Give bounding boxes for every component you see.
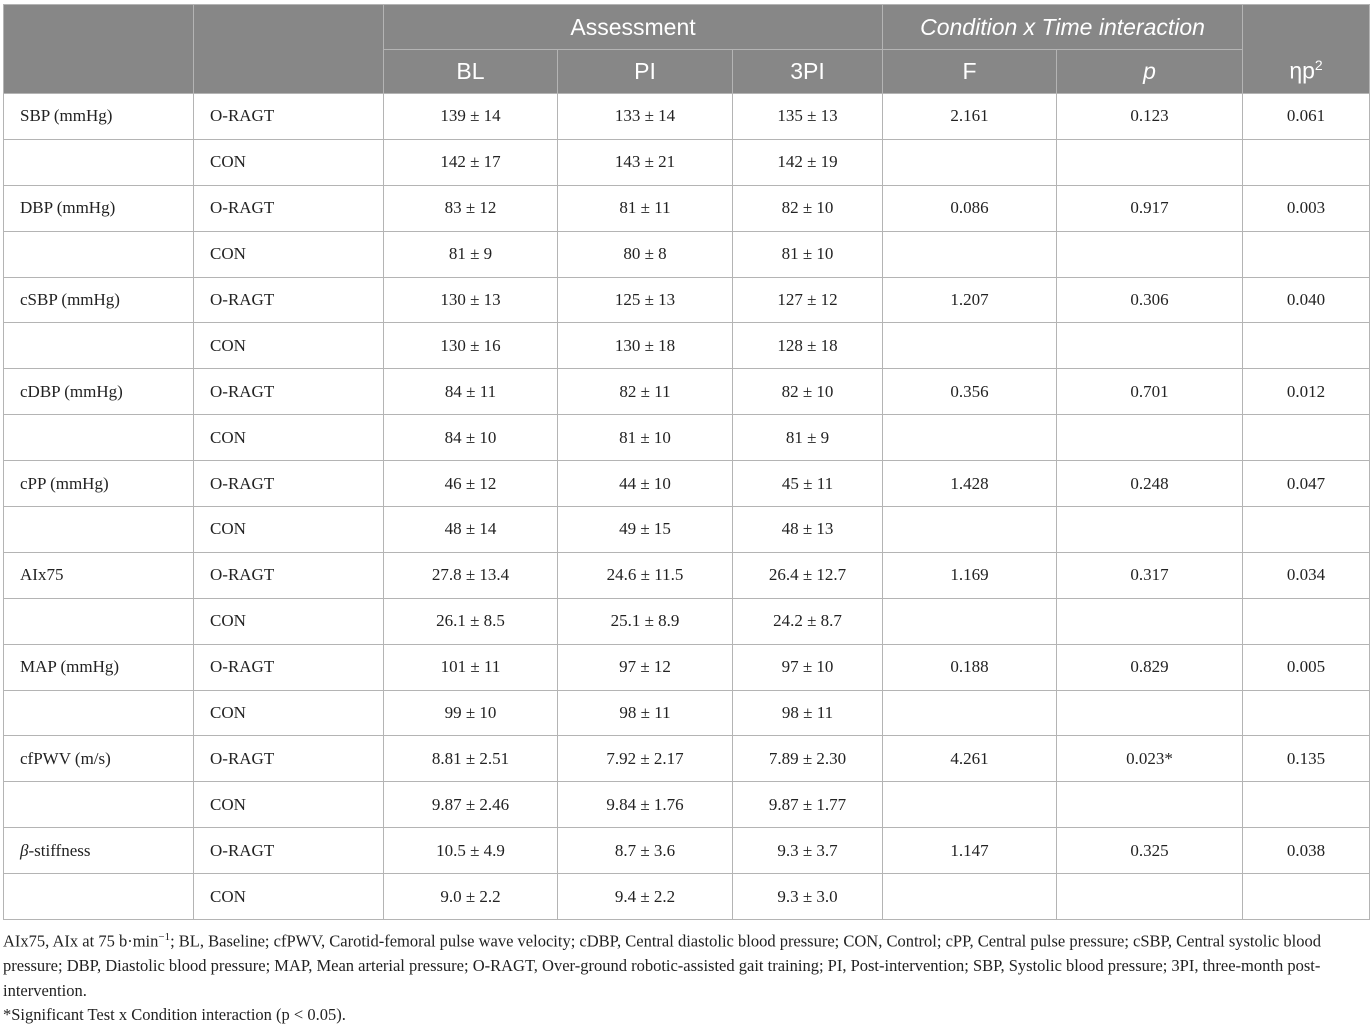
row-bl: 84 ± 10 <box>384 415 558 461</box>
header-variable-cell <box>4 5 194 94</box>
row-3pi: 128 ± 18 <box>733 323 883 369</box>
table-row <box>4 598 1370 644</box>
row-pi: 98 ± 11 <box>558 690 733 736</box>
row-eta <box>1243 507 1370 553</box>
row-group: O-RAGT <box>194 369 384 415</box>
row-f <box>883 690 1057 736</box>
row-bl: 84 ± 11 <box>384 369 558 415</box>
row-3pi: 127 ± 12 <box>733 277 883 323</box>
row-p: 0.248 <box>1057 461 1243 507</box>
table-row <box>4 736 1370 782</box>
row-group: CON <box>194 415 384 461</box>
row-variable: cDBP (mmHg) <box>4 369 194 415</box>
header-f: F <box>883 50 1057 94</box>
row-group: CON <box>194 598 384 644</box>
row-bl: 142 ± 17 <box>384 139 558 185</box>
table-header <box>4 5 1370 94</box>
row-f: 0.086 <box>883 185 1057 231</box>
row-eta: 0.040 <box>1243 277 1370 323</box>
row-3pi: 45 ± 11 <box>733 461 883 507</box>
row-pi: 143 ± 21 <box>558 139 733 185</box>
row-3pi: 9.3 ± 3.7 <box>733 828 883 874</box>
row-bl: 99 ± 10 <box>384 690 558 736</box>
row-3pi: 24.2 ± 8.7 <box>733 598 883 644</box>
header-p: p <box>1057 50 1243 94</box>
row-f: 1.169 <box>883 552 1057 598</box>
row-bl: 130 ± 16 <box>384 323 558 369</box>
table-row <box>4 231 1370 277</box>
row-variable <box>4 415 194 461</box>
row-eta <box>1243 323 1370 369</box>
row-p <box>1057 139 1243 185</box>
row-variable <box>4 874 194 920</box>
results-table <box>3 4 1370 920</box>
row-bl: 83 ± 12 <box>384 185 558 231</box>
header-interaction: Condition x Time interaction <box>883 5 1243 50</box>
row-bl: 101 ± 11 <box>384 644 558 690</box>
row-3pi: 98 ± 11 <box>733 690 883 736</box>
row-group: CON <box>194 690 384 736</box>
row-variable <box>4 690 194 736</box>
row-eta: 0.061 <box>1243 94 1370 140</box>
table-footnotes <box>3 925 1369 1028</box>
row-group: CON <box>194 507 384 553</box>
row-f <box>883 598 1057 644</box>
table-row <box>4 185 1370 231</box>
row-group: O-RAGT <box>194 644 384 690</box>
row-pi: 81 ± 11 <box>558 185 733 231</box>
row-group: CON <box>194 782 384 828</box>
row-f: 1.207 <box>883 277 1057 323</box>
row-eta: 0.003 <box>1243 185 1370 231</box>
row-f <box>883 139 1057 185</box>
row-3pi: 48 ± 13 <box>733 507 883 553</box>
row-variable: AIx75 <box>4 552 194 598</box>
table-row <box>4 690 1370 736</box>
significance-note: *Significant Test x Condition interaction (p < 0.05). <box>3 1005 346 1024</box>
row-eta: 0.005 <box>1243 644 1370 690</box>
row-3pi: 82 ± 10 <box>733 185 883 231</box>
row-bl: 139 ± 14 <box>384 94 558 140</box>
row-bl: 46 ± 12 <box>384 461 558 507</box>
row-eta: 0.038 <box>1243 828 1370 874</box>
row-group: O-RAGT <box>194 461 384 507</box>
row-pi: 24.6 ± 11.5 <box>558 552 733 598</box>
row-p <box>1057 782 1243 828</box>
row-variable <box>4 323 194 369</box>
row-p <box>1057 598 1243 644</box>
row-p: 0.023* <box>1057 736 1243 782</box>
row-variable <box>4 782 194 828</box>
row-3pi: 26.4 ± 12.7 <box>733 552 883 598</box>
table-row <box>4 277 1370 323</box>
row-3pi: 82 ± 10 <box>733 369 883 415</box>
table-row <box>4 94 1370 140</box>
row-f: 1.147 <box>883 828 1057 874</box>
row-eta <box>1243 415 1370 461</box>
results-table-container <box>3 4 1369 920</box>
table-row <box>4 415 1370 461</box>
row-p: 0.306 <box>1057 277 1243 323</box>
row-group: CON <box>194 874 384 920</box>
row-pi: 7.92 ± 2.17 <box>558 736 733 782</box>
row-bl: 10.5 ± 4.9 <box>384 828 558 874</box>
row-variable: cPP (mmHg) <box>4 461 194 507</box>
row-bl: 27.8 ± 13.4 <box>384 552 558 598</box>
row-variable <box>4 507 194 553</box>
row-pi: 97 ± 12 <box>558 644 733 690</box>
row-variable: cSBP (mmHg) <box>4 277 194 323</box>
row-pi: 133 ± 14 <box>558 94 733 140</box>
row-p <box>1057 690 1243 736</box>
row-group: CON <box>194 231 384 277</box>
row-group: CON <box>194 139 384 185</box>
row-eta <box>1243 874 1370 920</box>
abbrev-part2: ; BL, Baseline; cfPWV, Carotid-femoral pulse wave velocity; cDBP, Central diastolic blood pressure; CON, Control; cPP, Central pulse pressure; cSBP, Central systolic blood pressure; DBP, Diastolic blood pressure; MAP, Mean arterial pressure; O-RAGT, Over-ground robotic-assisted gait training; PI, Post-intervention; SBP, Systolic blood pressure; 3PI, three-month post-intervention. <box>3 931 1321 1000</box>
row-group: O-RAGT <box>194 552 384 598</box>
row-3pi: 9.87 ± 1.77 <box>733 782 883 828</box>
table-row <box>4 782 1370 828</box>
row-eta: 0.034 <box>1243 552 1370 598</box>
row-pi: 25.1 ± 8.9 <box>558 598 733 644</box>
row-bl: 9.87 ± 2.46 <box>384 782 558 828</box>
row-p <box>1057 323 1243 369</box>
row-pi: 49 ± 15 <box>558 507 733 553</box>
row-3pi: 7.89 ± 2.30 <box>733 736 883 782</box>
header-3pi: 3PI <box>733 50 883 94</box>
row-bl: 9.0 ± 2.2 <box>384 874 558 920</box>
row-eta <box>1243 139 1370 185</box>
row-f: 0.188 <box>883 644 1057 690</box>
table-body <box>4 94 1370 920</box>
eta-superscript: 2 <box>1314 57 1323 74</box>
row-p: 0.701 <box>1057 369 1243 415</box>
row-f <box>883 415 1057 461</box>
row-pi: 8.7 ± 3.6 <box>558 828 733 874</box>
row-p <box>1057 507 1243 553</box>
row-bl: 48 ± 14 <box>384 507 558 553</box>
row-eta: 0.135 <box>1243 736 1370 782</box>
header-eta <box>1243 5 1370 94</box>
row-3pi: 142 ± 19 <box>733 139 883 185</box>
row-p: 0.917 <box>1057 185 1243 231</box>
row-variable: MAP (mmHg) <box>4 644 194 690</box>
row-bl: 8.81 ± 2.51 <box>384 736 558 782</box>
row-bl: 26.1 ± 8.5 <box>384 598 558 644</box>
eta-symbol: ηp <box>1289 58 1315 84</box>
header-group-cell <box>194 5 384 94</box>
table-row <box>4 461 1370 507</box>
beta-symbol: β <box>20 840 29 860</box>
row-3pi: 81 ± 10 <box>733 231 883 277</box>
row-p <box>1057 231 1243 277</box>
header-pi: PI <box>558 50 733 94</box>
row-eta: 0.012 <box>1243 369 1370 415</box>
header-bl: BL <box>384 50 558 94</box>
row-group: O-RAGT <box>194 185 384 231</box>
row-group: O-RAGT <box>194 828 384 874</box>
row-3pi: 97 ± 10 <box>733 644 883 690</box>
row-eta <box>1243 231 1370 277</box>
row-pi: 125 ± 13 <box>558 277 733 323</box>
row-variable: DBP (mmHg) <box>4 185 194 231</box>
row-eta <box>1243 690 1370 736</box>
row-group: O-RAGT <box>194 736 384 782</box>
row-pi: 81 ± 10 <box>558 415 733 461</box>
table-row <box>4 507 1370 553</box>
row-p <box>1057 415 1243 461</box>
row-f: 4.261 <box>883 736 1057 782</box>
row-group: O-RAGT <box>194 277 384 323</box>
row-f: 0.356 <box>883 369 1057 415</box>
row-f <box>883 874 1057 920</box>
row-variable <box>4 231 194 277</box>
row-bl: 130 ± 13 <box>384 277 558 323</box>
row-3pi: 9.3 ± 3.0 <box>733 874 883 920</box>
row-p <box>1057 874 1243 920</box>
table-row <box>4 828 1370 874</box>
row-variable-text: -stiffness <box>28 840 91 860</box>
row-p: 0.325 <box>1057 828 1243 874</box>
table-row <box>4 139 1370 185</box>
row-f: 2.161 <box>883 94 1057 140</box>
table-row <box>4 369 1370 415</box>
table-row <box>4 874 1370 920</box>
row-3pi: 135 ± 13 <box>733 94 883 140</box>
row-eta <box>1243 782 1370 828</box>
row-bl: 81 ± 9 <box>384 231 558 277</box>
row-variable: SBP (mmHg) <box>4 94 194 140</box>
header-assessment: Assessment <box>384 5 883 50</box>
row-3pi: 81 ± 9 <box>733 415 883 461</box>
abbrev-part1: AIx75, AIx at 75 b·min <box>3 931 159 951</box>
row-group: CON <box>194 323 384 369</box>
row-variable <box>4 598 194 644</box>
row-variable: cfPWV (m/s) <box>4 736 194 782</box>
row-pi: 44 ± 10 <box>558 461 733 507</box>
row-eta <box>1243 598 1370 644</box>
row-pi: 130 ± 18 <box>558 323 733 369</box>
row-pi: 9.4 ± 2.2 <box>558 874 733 920</box>
row-f <box>883 782 1057 828</box>
row-f: 1.428 <box>883 461 1057 507</box>
row-pi: 9.84 ± 1.76 <box>558 782 733 828</box>
table-row <box>4 323 1370 369</box>
row-p: 0.829 <box>1057 644 1243 690</box>
row-variable <box>4 139 194 185</box>
row-group: O-RAGT <box>194 94 384 140</box>
row-eta: 0.047 <box>1243 461 1370 507</box>
row-f <box>883 507 1057 553</box>
abbreviations-note <box>3 925 1369 1003</box>
row-pi: 80 ± 8 <box>558 231 733 277</box>
table-row <box>4 644 1370 690</box>
abbrev-superscript: −1 <box>158 931 171 943</box>
row-p: 0.123 <box>1057 94 1243 140</box>
row-pi: 82 ± 11 <box>558 369 733 415</box>
row-variable <box>4 828 194 874</box>
table-row <box>4 552 1370 598</box>
row-f <box>883 323 1057 369</box>
row-f <box>883 231 1057 277</box>
row-p: 0.317 <box>1057 552 1243 598</box>
